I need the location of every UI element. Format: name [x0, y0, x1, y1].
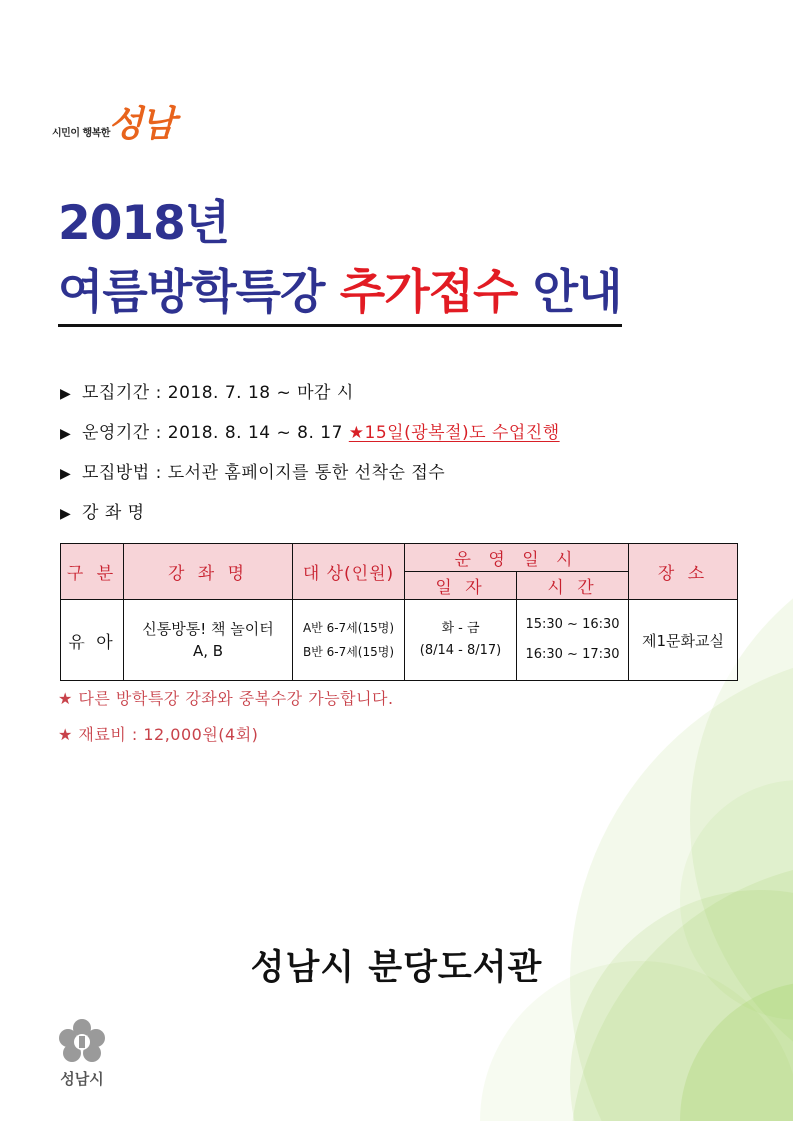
header-schedule: 운 영 일 시 — [405, 544, 629, 572]
cell-category: 유 아 — [61, 600, 124, 681]
info-course-name — [60, 498, 145, 523]
info-label: 모집기간 — [82, 383, 150, 403]
info-operation-period: ▶ 운영기간 : 2018. 8. 14 ~ 8. 17 ★15일(광복절)도 수업진행 — [60, 423, 560, 443]
cell-time-a: 15:30 ~ 16:30 — [525, 617, 620, 632]
cell-time — [517, 600, 629, 681]
cell-date — [405, 600, 517, 681]
triangle-bullet-icon: ▶ — [60, 506, 72, 522]
title-main-part2: 추가접수 — [339, 265, 518, 320]
cell-time-b: 16:30 ~ 17:30 — [525, 647, 620, 662]
info-recruit-method: ▶ 모집방법 : 도서관 홈페이지를 통한 선착순 접수 — [60, 463, 446, 483]
info-label: 강 좌 명 — [82, 503, 145, 523]
title-main-part3: 안내 — [532, 265, 622, 320]
seongnam-slogan-logo — [52, 96, 182, 156]
cell-course — [124, 600, 293, 681]
cell-course-line2: A, B — [192, 642, 224, 660]
city-name: 성남시 — [60, 1070, 104, 1088]
seongnam-city-emblem — [52, 1016, 112, 1096]
cell-date-line2: (8/14 - 8/17) — [419, 643, 502, 658]
info-label: 모집방법 — [82, 463, 150, 483]
note-material-fee: ★ 재료비 : 12,000원(4회) — [58, 725, 259, 744]
cell-course-line1: 신통방통! 책 놀이터 — [142, 620, 274, 638]
logo-brand: 성남 — [108, 103, 174, 145]
cell-target — [293, 600, 405, 681]
info-value: 2018. 8. 14 ~ 8. 17 — [167, 423, 343, 443]
note-duplicate-enrollment: ★ 다른 방학특강 강좌와 중복수강 가능합니다. — [58, 689, 394, 708]
header-course: 강 좌 명 — [124, 544, 293, 600]
header-place: 장 소 — [629, 544, 738, 600]
library-name: 성남시 분당도서관 — [250, 948, 543, 988]
holiday-highlight: ★15일(광복절)도 수업진행 — [348, 423, 560, 443]
title-year: 2018년 — [58, 196, 230, 251]
triangle-bullet-icon: ▶ — [60, 386, 72, 402]
cell-target-b: B반 6-7세(15명) — [302, 645, 395, 659]
logo-slogan: 시민이 행복한 — [52, 128, 110, 139]
table-row — [61, 600, 738, 681]
cell-date-line1: 화 - 금 — [441, 621, 480, 636]
cell-place: 제1문화교실 — [629, 600, 738, 681]
info-value: 2018. 7. 18 ~ 마감 시 — [167, 383, 354, 403]
header-category: 구 분 — [61, 544, 124, 600]
city-flower-icon — [52, 1016, 112, 1068]
title-main-part1: 여름방학특강 — [58, 265, 325, 320]
header-time: 시 간 — [517, 572, 629, 600]
info-recruit-period: ▶ 모집기간 : 2018. 7. 18 ~ 마감 시 — [60, 383, 354, 403]
title-main — [58, 255, 622, 327]
cell-target-a: A반 6-7세(15명) — [302, 621, 395, 635]
triangle-bullet-icon: ▶ — [60, 426, 72, 442]
header-target: 대 상(인원) — [293, 544, 405, 600]
header-date: 일 자 — [405, 572, 517, 600]
info-label: 운영기간 — [82, 423, 150, 443]
course-schedule-table — [60, 543, 738, 681]
info-value: 도서관 홈페이지를 통한 선착순 접수 — [167, 463, 446, 483]
triangle-bullet-icon: ▶ — [60, 466, 72, 482]
